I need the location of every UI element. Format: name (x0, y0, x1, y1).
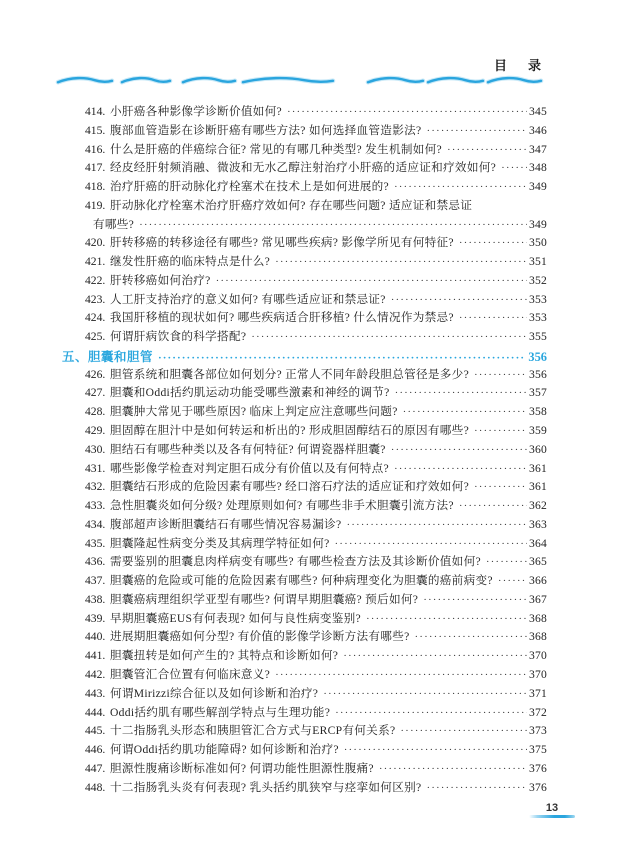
toc-entry (62, 779, 547, 798)
toc-entry (62, 141, 547, 160)
toc-entry-number: 424. (85, 311, 106, 325)
toc-entry (62, 760, 547, 779)
dot-leader (400, 724, 527, 737)
toc-entry (62, 384, 547, 403)
toc-entry-page: 345 (529, 105, 547, 118)
toc-entry (62, 516, 547, 535)
dot-leader (391, 293, 527, 306)
toc-entry-number: 429. (85, 424, 106, 438)
toc-entry-page: 375 (529, 743, 547, 757)
dot-leader (335, 537, 527, 550)
toc-entry-number: 430. (85, 442, 106, 456)
toc-list (62, 103, 547, 797)
toc-entry-title: 腹部血管造影在诊断肝癌有哪些方法? 如何选择血管造影法? (110, 123, 422, 137)
toc-entry (62, 197, 547, 216)
folio-underline (529, 815, 575, 818)
toc-entry-title: 十二指肠乳头炎有何表现? 乳头括约肌狭窄与痉挛如何区别? (110, 780, 422, 794)
toc-entry-number: 431. (85, 461, 106, 475)
toc-entry (62, 535, 547, 554)
toc-entry-title: 早期胆囊癌EUS有何表现? 如何与良性病变鉴别? (110, 611, 361, 625)
toc-entry-page: 356 (529, 367, 547, 381)
toc-entry-page: 357 (529, 386, 547, 400)
dot-leader (486, 555, 527, 568)
toc-entry-title: 肝转移癌的转移途径有哪些? 常见哪些疾病? 影像学所见有何特征? (110, 236, 454, 250)
toc-entry-number: 415. (85, 123, 106, 137)
toc-entry-number: 433. (85, 499, 106, 513)
toc-entry (62, 403, 547, 422)
toc-entry-title: 急性胆囊炎如何分级? 处理原则如何? 有哪些非手术胆囊引流方法? (110, 499, 454, 513)
toc-entry (62, 647, 547, 666)
toc-entry-number: 416. (85, 142, 106, 156)
toc-entry-title: 何谓Oddi括约肌功能障碍? 如何诊断和治疗? (110, 743, 339, 757)
dot-leader (474, 480, 527, 493)
toc-entry (62, 572, 547, 591)
toc-entry-page: 370 (529, 649, 547, 663)
dot-leader (275, 255, 527, 268)
toc-entry-page: 362 (529, 499, 547, 513)
dot-leader (251, 330, 527, 343)
toc-entry-number: 423. (85, 292, 106, 306)
toc-entry-number: 428. (85, 405, 106, 419)
toc-entry-title: 胆囊癌的危险或可能的危险因素有哪些? 何种病理变化为胆囊的癌前病变? (110, 574, 493, 588)
toc-entry-page: 355 (529, 330, 547, 344)
toc-entry-number: 443. (85, 686, 106, 700)
toc-entry-title: 何谓肝病饮食的科学搭配? (110, 330, 247, 344)
toc-entry-number: 435. (85, 536, 106, 550)
toc-entry-page: 353 (529, 311, 547, 325)
dot-leader (158, 350, 526, 365)
toc-entry-title: Oddi括约肌有哪些解剖学特点与生理功能? (110, 705, 331, 719)
page-folio (529, 802, 575, 818)
toc-entry-page: 363 (529, 517, 547, 531)
toc-entry (62, 234, 547, 253)
toc-entry (62, 366, 547, 385)
dot-leader (459, 311, 527, 324)
dot-leader (394, 462, 527, 475)
dot-leader (346, 518, 527, 531)
toc-entry-page: 361 (529, 461, 547, 475)
toc-entry-page: 376 (529, 780, 547, 794)
toc-entry-page: 371 (529, 686, 547, 700)
toc-entry-page: 368 (529, 630, 547, 644)
toc-entry (62, 103, 547, 122)
dot-leader (216, 274, 527, 287)
toc-entry-page: 366 (529, 574, 547, 588)
toc-entry-title: 治疗肝癌的肝动脉化疗栓塞术在技术上是如何进展的? (110, 180, 390, 194)
toc-entry-page: 351 (529, 255, 547, 269)
toc-entry-number: 425. (85, 330, 106, 344)
toc-entry-number: 437. (85, 574, 106, 588)
toc-entry-title: 小肝癌各种影像学诊断价值如何? (110, 105, 282, 118)
dot-leader (139, 218, 527, 231)
toc-entry-page: 373 (529, 724, 547, 738)
toc-section-label: 五、胆囊和胆管 (62, 349, 153, 364)
toc-entry-page: 359 (529, 424, 547, 438)
toc-entry-page: 358 (529, 405, 547, 419)
toc-entry (62, 122, 547, 141)
dot-leader (344, 743, 527, 756)
toc-entry (62, 553, 547, 572)
wavy-divider-line (55, 74, 547, 88)
toc-entry (62, 460, 547, 479)
toc-entry-number: 432. (85, 480, 106, 494)
toc-entry-number: 418. (85, 180, 106, 194)
toc-entry-title: 肝转移癌如何治疗? (110, 273, 211, 287)
toc-entry (62, 309, 547, 328)
toc-entry-page: 346 (529, 123, 547, 137)
toc-entry-page: 361 (529, 480, 547, 494)
toc-entry-title: 胆管系统和胆囊各部位如何划分? 正常人不同年龄段胆总管径是多少? (110, 367, 470, 381)
dot-leader (275, 668, 527, 681)
toc-entry-page: 350 (529, 236, 547, 250)
toc-entry-number: 448. (85, 780, 106, 794)
dot-leader (366, 612, 527, 625)
toc-entry (62, 272, 547, 291)
dot-leader (459, 499, 527, 512)
toc-entry-title: 何谓Mirizzi综合征以及如何诊断和治疗? (110, 686, 319, 700)
dot-leader (501, 161, 527, 174)
toc-entry-page: 348 (529, 161, 547, 175)
toc-entry (62, 422, 547, 441)
toc-entry-number: 420. (85, 236, 106, 250)
toc-entry-title: 胆囊管汇合位置有何临床意义? (110, 667, 271, 681)
toc-entry-number: 442. (85, 667, 106, 681)
toc-entry-title: 胆囊肿大常见于哪些原因? 临床上判定应注意哪些问题? (110, 405, 398, 419)
toc-entry (62, 478, 547, 497)
toc-entry-number: 426. (85, 367, 106, 381)
toc-entry (62, 159, 547, 178)
toc-entry-title: 经皮经肝射频消融、微波和无水乙醇注射治疗小肝癌的适应证和疗效如何? (110, 161, 497, 175)
toc-entry-page: 367 (529, 592, 547, 606)
toc-entry-title: 人工肝支持治疗的意义如何? 有哪些适应证和禁忌证? (110, 292, 386, 306)
toc-entry-title: 胆囊和Oddi括约肌运动功能受哪些激素和神经的调节? (110, 386, 390, 400)
toc-entry (62, 291, 547, 310)
toc-entry-page: 364 (529, 536, 547, 550)
toc-entry-title: 胆囊癌病理组织学亚型有哪些? 何谓早期胆囊癌? 预后如何? (110, 592, 419, 606)
toc-entry (62, 610, 547, 629)
toc-entry-number: 427. (85, 386, 106, 400)
toc-entry (62, 666, 547, 685)
toc-entry-page: 370 (529, 667, 547, 681)
toc-entry-number: 439. (85, 611, 106, 625)
dot-leader (335, 706, 527, 719)
toc-entry-title: 哪些影像学检查对判定胆石成分有价值以及有何特点? (110, 461, 390, 475)
toc-entry-title: 进展期胆囊癌如何分型? 有价值的影像学诊断方法有哪些? (110, 630, 410, 644)
toc-entry-number: 444. (85, 705, 106, 719)
toc-entry-page: 360 (529, 442, 547, 456)
toc-entry (62, 441, 547, 460)
dot-leader (323, 687, 527, 700)
toc-entry-page: 349 (529, 217, 547, 231)
toc-entry-title: 胆固醇在胆汁中是如何转运和析出的? 形成胆固醇结石的原因有哪些? (110, 424, 470, 438)
dot-leader (287, 105, 527, 118)
toc-entry-title: 继发性肝癌的临床特点是什么? (110, 255, 271, 269)
toc-entry-number: 440. (85, 630, 106, 644)
toc-entry (62, 328, 547, 347)
dot-leader (447, 143, 527, 156)
dot-leader (391, 443, 527, 456)
toc-entry-number: 419. (85, 198, 106, 212)
toc-entry-number: 417. (85, 161, 106, 175)
toc-entry-number: 446. (85, 743, 106, 757)
toc-entry (62, 178, 547, 197)
toc-entry-title: 腹部超声诊断胆囊结石有哪些情况容易漏诊? (110, 517, 342, 531)
toc-entry-number: 441. (85, 649, 106, 663)
dot-leader (415, 630, 527, 643)
toc-entry-title: 十二指肠乳头形态和胰胆管汇合方式与ERCP有何关系? (110, 724, 396, 738)
toc-entry-number: 436. (85, 555, 106, 569)
toc-entry-page: 349 (529, 180, 547, 194)
toc-entry-number: 414. (85, 105, 106, 118)
dot-leader (403, 405, 527, 418)
toc-entry-page: 353 (529, 292, 547, 306)
toc-entry (62, 685, 547, 704)
page-number: 13 (545, 802, 559, 814)
toc-entry-page: 365 (529, 555, 547, 569)
toc-entry-page: 376 (529, 761, 547, 775)
dot-leader (395, 386, 527, 399)
toc-entry-title: 胆囊结石形成的危险因素有哪些? 经口溶石疗法的适应证和疗效如何? (110, 480, 470, 494)
toc-entry (62, 741, 547, 760)
toc-entry (62, 497, 547, 516)
toc-entry-title: 胆囊扭转是如何产生的? 其特点和诊断如何? (110, 649, 339, 663)
toc-entry-title: 需要鉴别的胆囊息肉样病变有哪些? 有哪些检查方法及其诊断价值如何? (110, 555, 481, 569)
toc-entry-number: 447. (85, 761, 106, 775)
toc-entry-title: 什么是肝癌的伴癌综合征? 常见的有哪几种类型? 发生机制如何? (110, 142, 442, 156)
dot-leader (426, 781, 527, 794)
toc-entry (62, 591, 547, 610)
toc-entry-number: 445. (85, 724, 106, 738)
toc-entry-page: 352 (529, 273, 547, 287)
dot-leader (423, 593, 527, 606)
toc-entry (62, 722, 547, 741)
toc-entry-page: 347 (529, 142, 547, 156)
dot-leader (343, 649, 527, 662)
toc-entry-title: 我国肝移植的现状如何? 哪些疾病适合肝移植? 什么情况作为禁忌? (110, 311, 454, 325)
toc-section-page: 356 (528, 349, 547, 364)
toc-entry-number: 421. (85, 255, 106, 269)
dot-leader (474, 424, 527, 437)
toc-entry (62, 253, 547, 272)
dot-leader (498, 574, 527, 587)
dot-leader (474, 368, 527, 381)
toc-entry-number: 422. (85, 273, 106, 287)
toc-entry-title: 胆源性腹痛诊断标准如何? 何谓功能性胆源性腹痛? (110, 761, 374, 775)
dot-leader (379, 762, 527, 775)
toc-entry-title: 胆结石有哪些种类以及各有何特征? 何谓瓷器样胆囊? (110, 442, 386, 456)
dot-leader (394, 180, 527, 193)
toc-section-heading (62, 347, 547, 366)
toc-entry-number: 438. (85, 592, 106, 606)
toc-entry-title: 肝动脉化疗栓塞术治疗肝癌疗效如何? 存在哪些问题? 适应证和禁忌证 (110, 198, 473, 212)
toc-entry (62, 628, 547, 647)
toc-entry-page: 372 (529, 705, 547, 719)
toc-entry (62, 704, 547, 723)
toc-entry-title: 有哪些? (93, 217, 135, 231)
toc-entry-title: 胆囊隆起性病变分类及其病理学特征如何? (110, 536, 330, 550)
page-title: 目 录 (493, 58, 545, 73)
dot-leader (459, 236, 527, 249)
toc-entry-continuation (62, 216, 547, 235)
dot-leader (426, 124, 527, 137)
toc-entry-number: 434. (85, 517, 106, 531)
toc-entry-page: 368 (529, 611, 547, 625)
